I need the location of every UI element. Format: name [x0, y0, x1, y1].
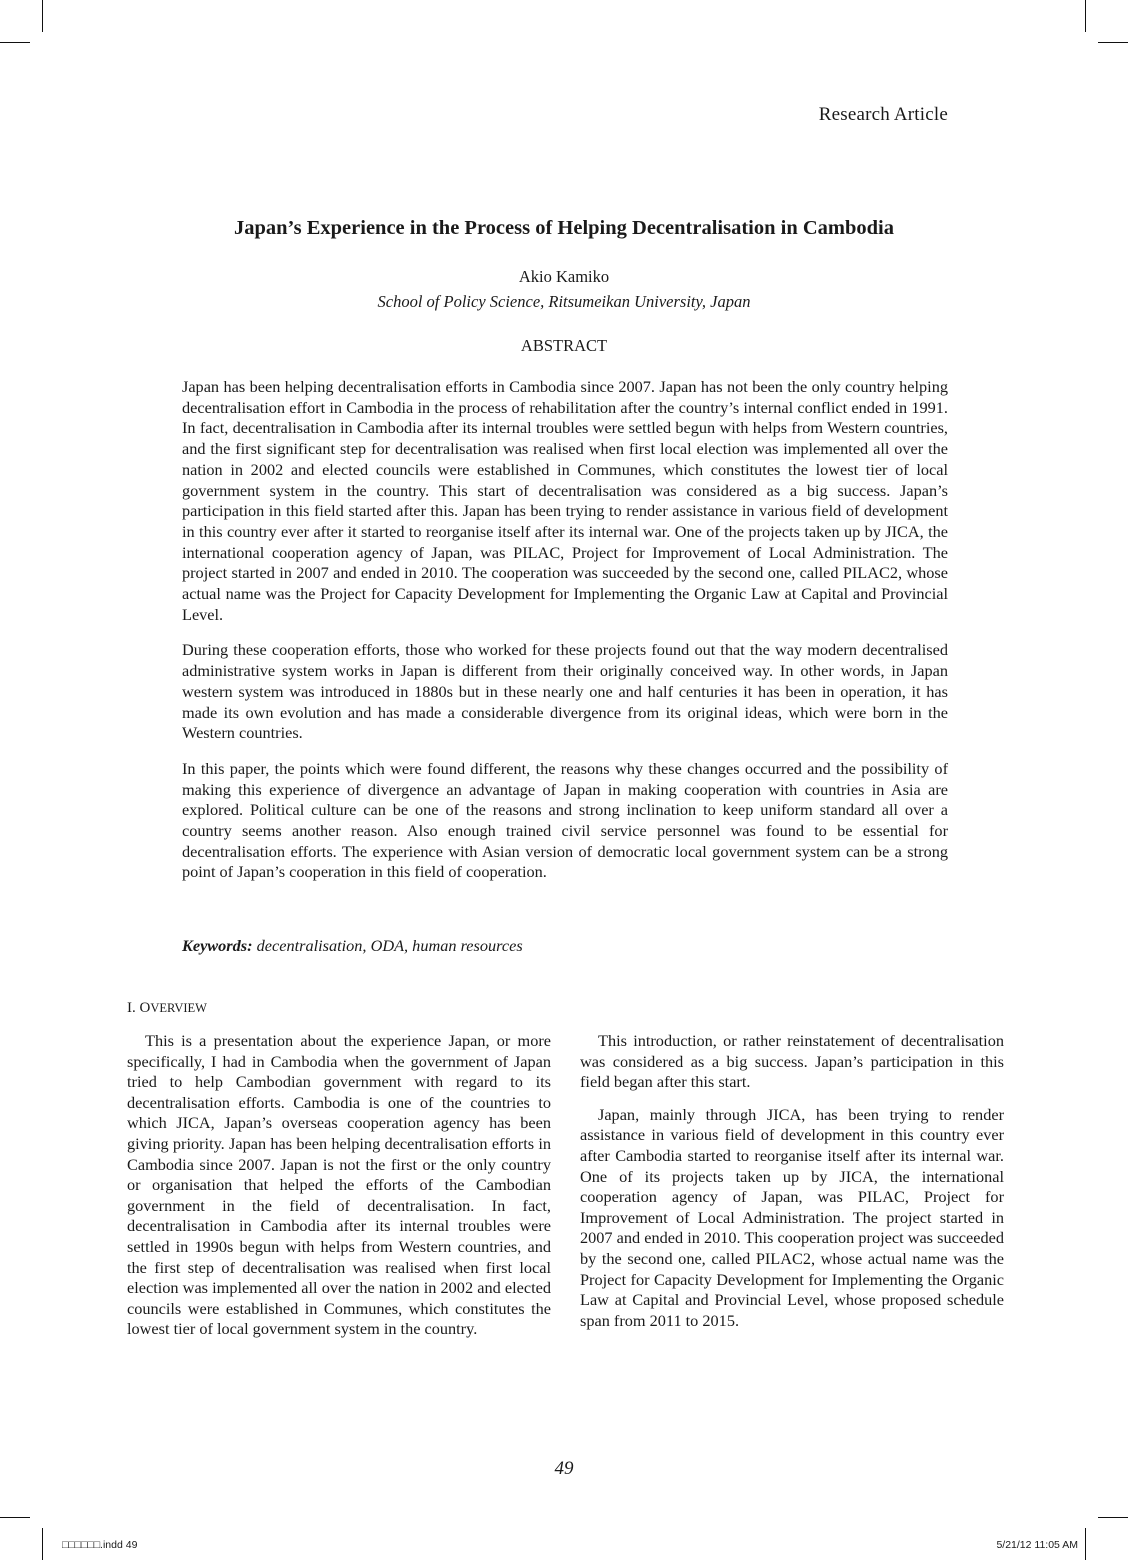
crop-mark-bottom-left-horizontal — [0, 1517, 30, 1518]
crop-mark-bottom-right-vertical — [1085, 1528, 1086, 1560]
keywords-line — [182, 936, 948, 956]
crop-mark-top-right-vertical — [1085, 0, 1086, 32]
abstract-body — [182, 377, 948, 898]
body-paragraph: Japan, mainly through JICA, has been trying to render assistance in various field of development in this country ever after Cambodia started to reorganise itself after its internal war. One of its projects taken up by JICA, the international cooperation agency of Japan, was PILAC, Project for Improvement of Local Administration. The project started in 2007 and ended in 2010. This cooperation project was succeeded by the second one, called PILAC2, whose actual name was the Project for Capacity Development for Implementing the Organic Law at Capital and Provincial Level, whose proposed schedule span from 2011 to 2015. — [580, 1104, 1004, 1330]
crop-mark-top-right-horizontal — [1098, 42, 1128, 43]
author-name: Akio Kamiko — [518, 267, 610, 286]
author-affiliation: School of Policy Science, Ritsumeikan University, Japan — [377, 292, 751, 311]
keywords-list: decentralisation, ODA, human resources — [256, 936, 523, 955]
page-number: 49 — [554, 1458, 574, 1479]
running-head: Research Article — [818, 104, 948, 125]
crop-mark-bottom-left-vertical — [42, 1528, 43, 1560]
abstract-heading: ABSTRACT — [520, 336, 608, 355]
abstract-paragraph: Japan has been helping decentralisation efforts in Cambodia since 2007. Japan has not been the only country helping decentralisation effort in Cambodia in the process of rehabilitation after the country’s internal conflict ended in 1991. In fact, decentralisation in Cambodia after its internal troubles were settled begun with helps from Western countries, and the first significant step for decentralisation was realised when first local election was implemented all over the nation in 2002 and elected councils were established in Communes, which constitutes the lowest tier of local government system in the country. This start of decentralisation was considered as a big success. Japan’s participation in this field started after this. Japan has been trying to render assistance in various field of development in this country ever after it started to reorganise itself after its internal war. One of the projects taken up by JICA, the international cooperation agency of Japan, was PILAC, Project for Improvement of Local Administration. The project started in 2007 and ended in 2010. The cooperation was succeeded by the second one, called PILAC2, whose actual name was the Project for Capacity Development for Implementing the Organic Law at Capital and Provincial Level. — [182, 377, 948, 624]
section-number: I. O — [127, 1000, 151, 1016]
abstract-paragraph: During these cooperation efforts, those who worked for these projects found out that the way modern decentralised administrative system works in Japan is different from their originally conceived way. In other words, in Japan western system was introduced in 1880s but in these nearly one and half centuries it has been in operation, it has made its own evolution and has made a considerable divergence from its original ideas, which were born in the Western countries. — [182, 640, 948, 743]
print-slug-date: 5/21/12 11:05 AM — [996, 1539, 1078, 1551]
body-paragraph: This is a presentation about the experience Japan, or more specifically, I had in Cambodia when the government of Japan tried to help Cambodian government with regard to its decentralisation efforts. Cambodia is one of the countries to which JICA, Japan’s overseas cooperation agency has been giving priority. Japan has been helping decentralisation efforts in Cambodia since 2007. Japan is not the first or the only country or organisation that helped the efforts of the Cambodian government in the field of decentralisation. In fact, decentralisation in Cambodia after its internal troubles were settled in 1990s begun with helps from Western countries, and the first step of decentralisation was realised when first local election was implemented all over the nation in 2002 and elected councils were established in Communes, which constitutes the lowest tier of local government system in the country. — [127, 1031, 551, 1339]
section-title: VERVIEW — [150, 1001, 207, 1015]
abstract-paragraph: In this paper, the points which were found different, the reasons why these changes occurred and the possibility of making this experience of divergence an advantage of Japan in making cooperation with countries in Asia are explored. Political culture can be one of the reasons and strong inclination to keep uniform standard all over a country seems another reason. Also enough trained civil service personnel was found to be essential for decentralisation efforts. The experience with Asian version of democratic local government system can be a strong point of Japan’s cooperation in this field of cooperation. — [182, 758, 948, 882]
crop-mark-top-left-vertical — [42, 0, 43, 32]
print-slug-file: □□□□□□.indd 49 — [62, 1539, 138, 1551]
section-heading — [127, 1000, 207, 1017]
body-column-left — [127, 1031, 551, 1352]
keywords-label: Keywords: — [182, 936, 253, 955]
body-column-right — [580, 1031, 1004, 1343]
crop-mark-bottom-right-horizontal — [1098, 1517, 1128, 1518]
crop-mark-top-left-horizontal — [0, 42, 30, 43]
body-paragraph: This introduction, or rather reinstatement of decentralisation was considered as a big success. Japan’s participation in this field began after this start. — [580, 1031, 1004, 1092]
article-title: Japan’s Experience in the Process of Helping Decentralisation in Cambodia — [234, 217, 894, 239]
